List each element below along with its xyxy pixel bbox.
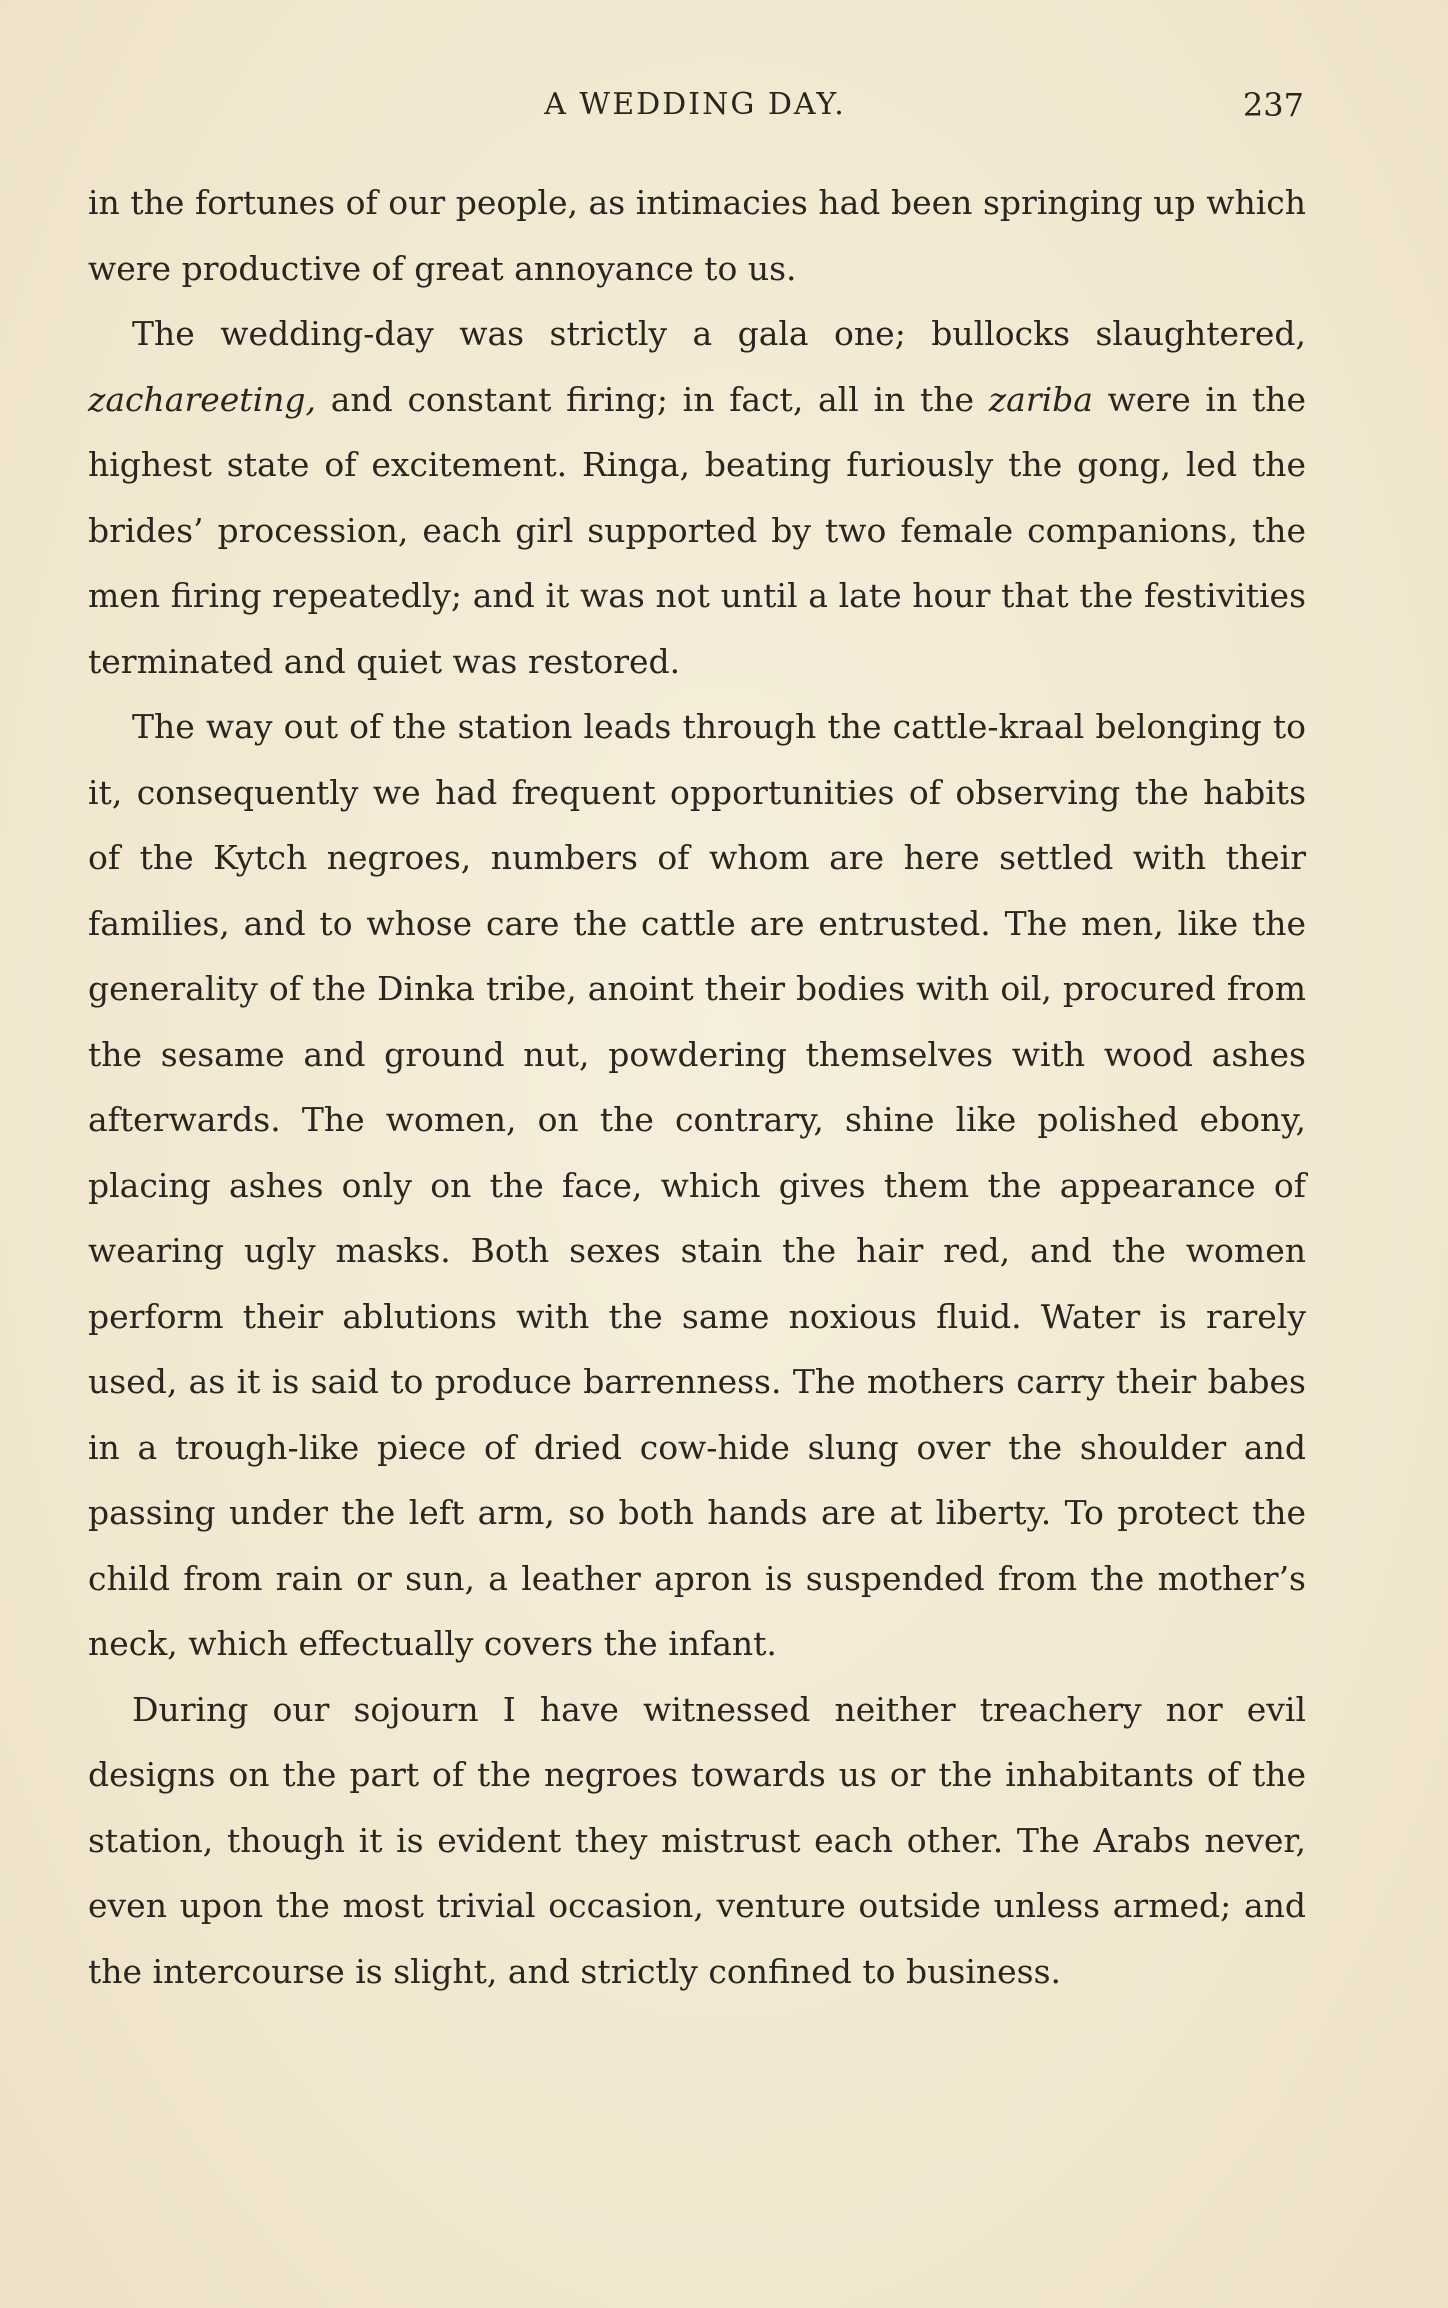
page-number: 237 <box>1242 86 1304 124</box>
running-head: A WEDDING DAY. <box>544 87 846 122</box>
italic-term: zachareeting, <box>88 379 316 419</box>
body-text <box>88 170 1306 2004</box>
paragraph-3 <box>88 694 1306 1677</box>
text-run: During our sojourn I have witnessed neither treachery nor evil designs on the part of the negroes towards us or the inhabitants of the station, though it is evident they mistrust each other. The Arabs never, even upon the most trivial occasion, venture outside unless armed; and the intercourse is slight, and strictly confined to business. <box>88 1689 1306 1991</box>
text-run: and constant firing; in fact, all in the <box>316 379 989 419</box>
italic-term: zariba <box>988 379 1093 419</box>
page-header <box>86 80 1304 130</box>
text-run: The wedding-day was strictly a gala one; bullocks slaughtered, <box>132 314 1306 353</box>
text-run: The way out of the station leads through the cattle-kraal belonging to it, consequently we had frequent opportunities of observing the habits of the Kytch negroes, numbers of whom are here settled with their families, and to whose care the cattle are entrusted. The men, like the generality of the Dinka tribe, anoint their bodies with oil, procured from the sesame and ground nut, powdering themselves with wood ashes afterwards. The women, on the contrary, shine like polished ebony, placing ashes only on the face, which gives them the appearance of wearing ugly masks. Both sexes stain the hair red, and the women perform their ablutions with the same noxious fluid. Water is rarely used, as it is said to produce barrenness. The mothers carry their babes in a trough-like piece of dried cow-hide slung over the shoulder and passing under the left arm, so both hands are at liberty. To protect the child from rain or sun, a leather apron is suspended from the mother’s neck, which effectually covers the infant. <box>88 707 1306 1663</box>
text-run: in the fortunes of our people, as intimacies had been springing up which were productive of great annoyance to us. <box>88 183 1306 288</box>
paragraph-2 <box>88 301 1306 694</box>
paragraph-1 <box>88 170 1306 301</box>
text-run: were in the highest state of excitement. Ringa, beating furiously the gong, led the brides’ procession, each girl supported by two female companions, the men firing repeatedly; and it was not until a late hour that the festivities terminated and quiet was restored. <box>88 379 1306 681</box>
paragraph-4 <box>88 1677 1306 2005</box>
